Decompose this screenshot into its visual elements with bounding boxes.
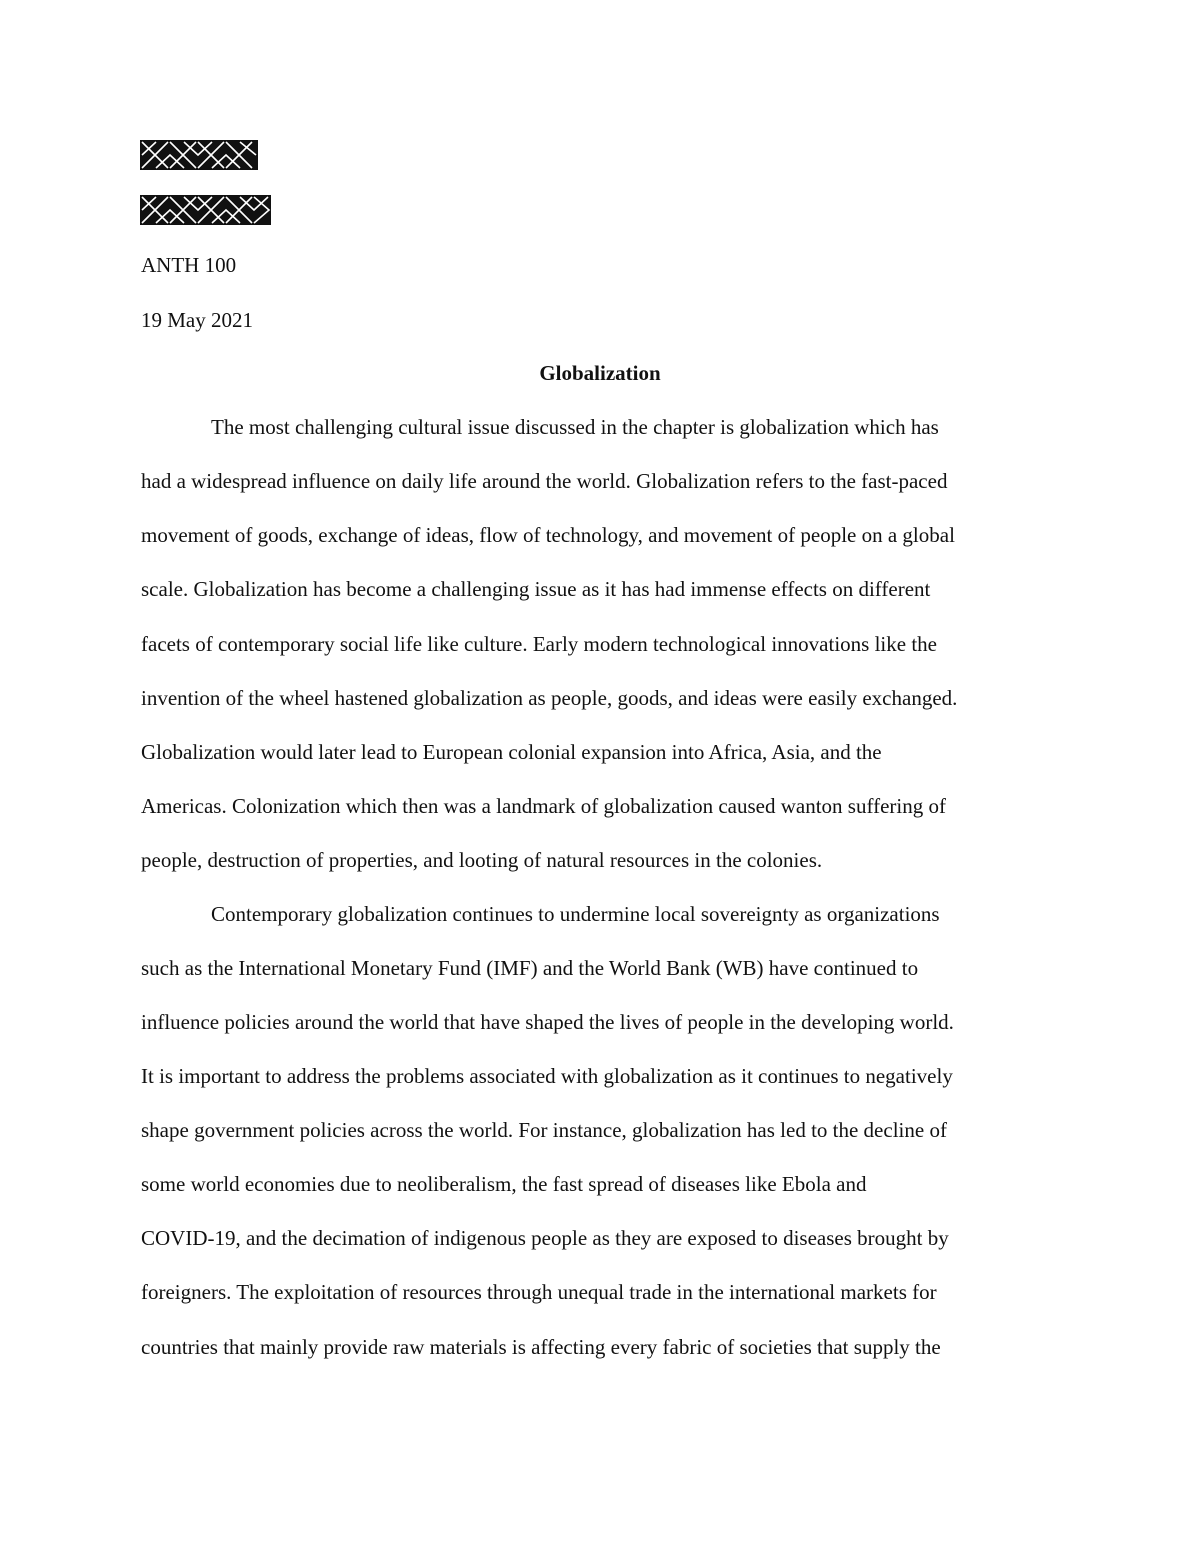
paragraph-line: It is important to address the problems associated with globalization as it continues to negatively: [141, 1064, 953, 1088]
paragraph-line: invention of the wheel hastened globalization as people, goods, and ideas were easily exchanged.: [141, 686, 958, 710]
paragraph-line: Globalization would later lead to European colonial expansion into Africa, Asia, and the: [141, 740, 882, 764]
paragraph-line: The most challenging cultural issue discussed in the chapter is globalization which has: [211, 415, 939, 439]
paragraph-line: foreigners. The exploitation of resources through unequal trade in the international markets for: [141, 1280, 937, 1304]
paragraph-line: Americas. Colonization which then was a landmark of globalization caused wanton suffering of: [141, 794, 946, 818]
redacted-instructor-block: [140, 195, 271, 225]
paragraph-line: had a widespread influence on daily life around the world. Globalization refers to the fast-paced: [141, 469, 948, 493]
paragraph-line: influence policies around the world that have shaped the lives of people in the developing world.: [141, 1010, 954, 1034]
paragraph-line: some world economies due to neoliberalism, the fast spread of diseases like Ebola and: [141, 1172, 867, 1196]
paragraph-line: scale. Globalization has become a challenging issue as it has had immense effects on different: [141, 577, 931, 601]
paragraph-line: shape government policies across the world. For instance, globalization has led to the decline of: [141, 1118, 947, 1142]
submission-date: 19 May 2021: [141, 308, 253, 332]
paragraph-line: movement of goods, exchange of ideas, flow of technology, and movement of people on a global: [141, 523, 955, 547]
essay-title: Globalization: [539, 361, 661, 385]
paragraph-line: such as the International Monetary Fund (IMF) and the World Bank (WB) have continued to: [141, 956, 919, 980]
paragraph-line: facets of contemporary social life like culture. Early modern technological innovations like the: [141, 632, 937, 656]
paragraph-line: countries that mainly provide raw materials is affecting every fabric of societies that supply the: [141, 1335, 941, 1359]
paragraph-line: people, destruction of properties, and looting of natural resources in the colonies.: [141, 848, 823, 872]
paragraph-line: Contemporary globalization continues to undermine local sovereignty as organizations: [211, 902, 940, 926]
paragraph-line: COVID-19, and the decimation of indigenous people as they are exposed to diseases brought by: [141, 1226, 949, 1250]
course-name: ANTH 100: [141, 253, 237, 277]
redacted-name-block: [140, 140, 258, 170]
